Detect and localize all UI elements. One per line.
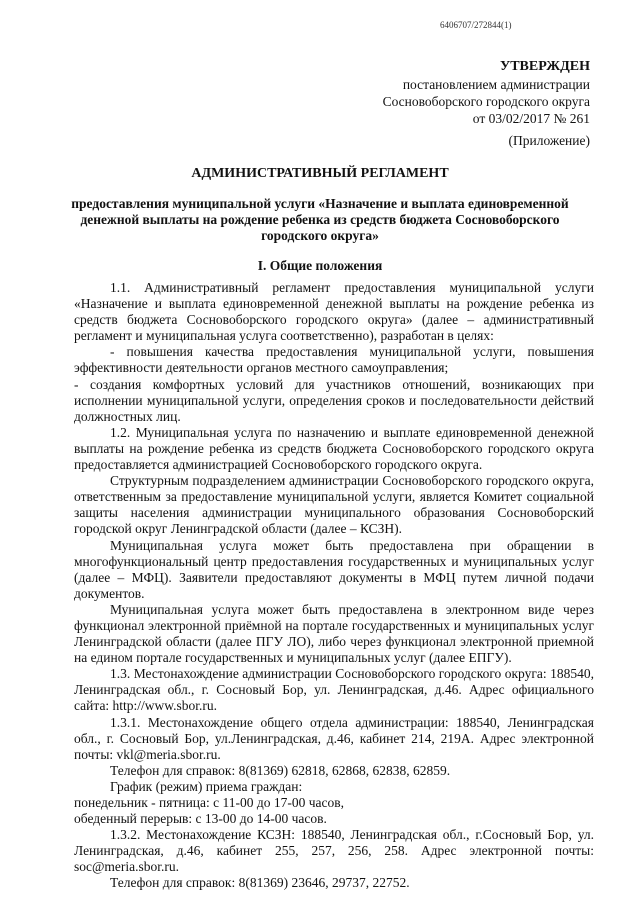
approval-line: постановлением администрации [402,77,590,92]
paragraph: 1.3.2. Местонахождение КСЗН: 188540, Ленинградская обл., г.Сосновый Бор, ул. Ленинградская, д.46, кабинет 255, 257, 256, 258. Адрес электронной почты: soc@meria.sbor.ru. [74,827,594,875]
paragraph: - повышения качества предоставления муниципальной услуги, повышения эффективности деятельности органов местного самоуправления; [74,344,594,376]
document-body [74,280,594,892]
approval-date: от 03/02/2017 № 261 [472,111,590,126]
approval-heading: УТВЕРЖДЕН [499,59,590,74]
approval-block [383,58,590,127]
paragraph: понедельник - пятница: с 11-00 до 17-00 часов, [74,795,345,810]
paragraph: 1.1. Административный регламент предоставления муниципальной услуги «Назначение и выплата единовременной денежной выплаты на рождение ребенка из средств бюджета Сосновоборского городского округа» (далее – административный регламент и муниципальная услуга соответственно), разработан в целях: [74,280,594,344]
paragraph: 1.3.1. Местонахождение общего отдела администрации: 188540, Ленинградская обл., г. Сосновый Бор, ул.Ленинградская, д.46, кабинет 214, 219А. Адрес электронной почты: vkl@meria.sbor.ru. [74,714,594,762]
paragraph: обеденный перерыв: с 13-00 до 14-00 часов. [74,811,327,827]
document-id: 6406707/272844(1) [440,20,512,30]
paragraph: Телефон для справок: 8(81369) 62818, 62868, 62838, 62859. [110,762,451,778]
paragraph: Структурным подразделением администрации Сосновоборского городского округа, ответственным за предоставление муниципальной услуги, является Комитет социальной защиты населения администрации муниципального образования Сосновоборский городской округ Ленинградской области (далее – КСЗН). [74,473,594,537]
document-subtitle: предоставления муниципальной услуги «Назначение и выплата единовременной денежной выплаты на рождение ребенка из средств бюджета Сосновоборского городского округа» [71,196,569,243]
paragraph: 1.3. Местонахождение администрации Сосновоборского городского округа: 188540, Ленинградская обл., г. Сосновый Бор, ул. Ленинградская, д.46. Адрес официального сайта: http://www.sbor.ru. [74,666,594,714]
paragraph: График (режим) приема граждан: [110,778,303,794]
paragraph: Муниципальная услуга может быть предоставлена в электронном виде через функционал электронной приёмной на портале государственных и муниципальных услуг Ленинградской области (далее ПГУ ЛО), либо через функционал электронной приемной на едином портале государственных и муниципальных услуг (далее ЕПГУ). [74,601,594,666]
paragraph: Телефон для справок: 8(81369) 23646, 29737, 22752. [110,875,410,891]
approval-line: Сосновоборского городского округа [382,94,590,109]
paragraph: - создания комфортных условий для участников отношений, возникающих при исполнении муниципальной услуги, определения сроков и последовательности действий должностных лиц. [74,376,594,424]
paragraph: 1.2. Муниципальная услуга по назначению и выплате единовременной денежной выплаты на рождение ребенка из средств бюджета Сосновоборского городского округа предоставляется администрацией Сосновоборского городского округа. [74,424,594,473]
document-title: АДМИНИСТРАТИВНЫЙ РЕГЛАМЕНТ [191,166,449,181]
paragraph: Муниципальная услуга может быть предоставлена при обращении в многофункциональный центр предоставления государственных и муниципальных услуг (далее – МФЦ). Заявители предоставляют документы в МФЦ путем личной подачи документов. [74,537,594,601]
appendix-label: (Приложение) [508,133,590,148]
section-title: I. Общие положения [257,258,383,273]
